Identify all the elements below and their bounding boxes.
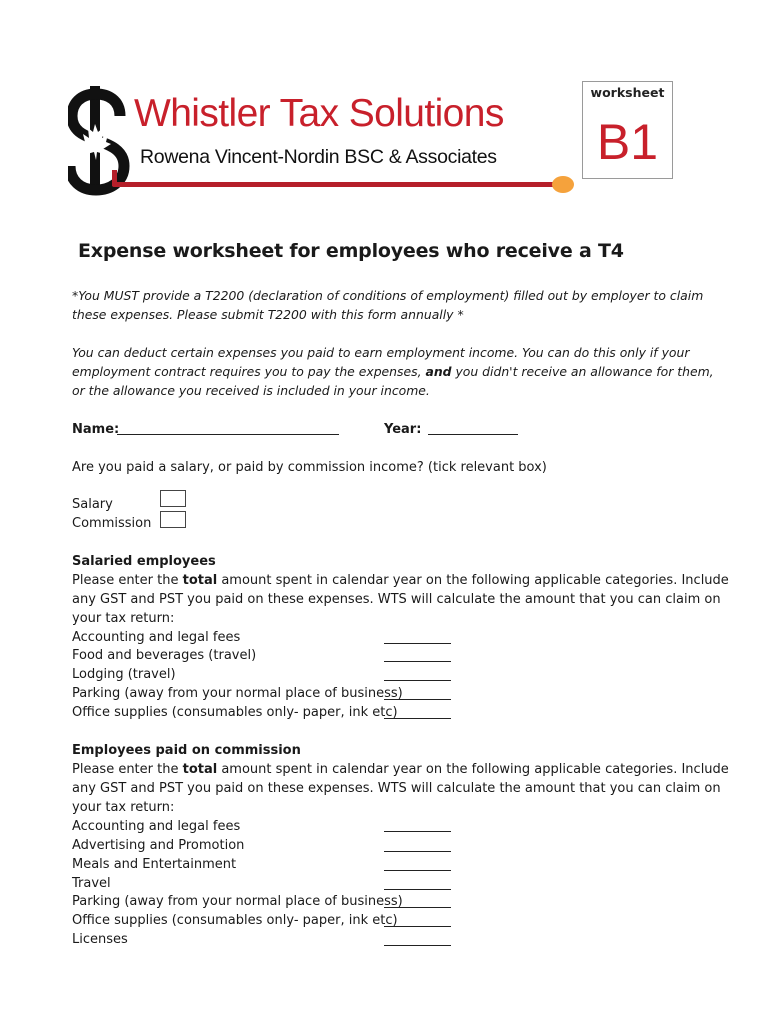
commission-item-advertising: Advertising and Promotion <box>72 838 245 853</box>
salaried-item-lodging: Lodging (travel) <box>72 667 176 682</box>
commission-heading: Employees paid on commission <box>72 743 301 758</box>
worksheet-label: worksheet <box>590 85 665 100</box>
salaried-instructions-line-2: any GST and PST you paid on these expenses. WTS will calculate the amount that you can claim on <box>72 592 721 607</box>
salaried-heading: Salaried employees <box>72 554 216 569</box>
company-subtitle: Rowena Vincent-Nordin BSC & Associates <box>140 146 497 168</box>
logo-orange-dot <box>552 176 574 193</box>
commission-amount-parking[interactable] <box>384 907 451 908</box>
salaried-instructions-line-1: Please enter the total amount spent in calendar year on the following applicable categories. Include <box>72 573 729 588</box>
commission-amount-meals[interactable] <box>384 870 451 871</box>
salaried-amount-accounting[interactable] <box>384 643 451 644</box>
salaried-item-food: Food and beverages (travel) <box>72 648 257 663</box>
commission-instructions-line-2: any GST and PST you paid on these expenses. WTS will calculate the amount that you can claim on <box>72 781 721 796</box>
salary-option-label: Salary <box>72 497 113 512</box>
intro-line-2: employment contract requires you to pay the expenses, and you didn't receive an allowance for them, <box>72 364 714 379</box>
salary-checkbox[interactable] <box>160 490 186 507</box>
year-field[interactable] <box>428 434 518 435</box>
salaried-amount-parking[interactable] <box>384 699 451 700</box>
name-label: Name: <box>72 422 120 437</box>
worksheet-code: B1 <box>596 114 659 170</box>
salaried-amount-office[interactable] <box>384 718 451 719</box>
name-field[interactable] <box>117 434 339 435</box>
company-name: Whistler Tax Solutions <box>134 92 504 135</box>
commission-amount-travel[interactable] <box>384 889 451 890</box>
commission-item-accounting: Accounting and legal fees <box>72 819 241 834</box>
commission-instructions-line-1: Please enter the total amount spent in calendar year on the following applicable categories. Include <box>72 762 729 777</box>
salaried-amount-food[interactable] <box>384 661 451 662</box>
notice-line-2: these expenses. Please submit T2200 with this form annually * <box>72 307 464 322</box>
commission-amount-office[interactable] <box>384 926 451 927</box>
commission-amount-advertising[interactable] <box>384 851 451 852</box>
salaried-item-parking: Parking (away from your normal place of business) <box>72 686 403 701</box>
commission-item-office: Office supplies (consumables only- paper, ink etc) <box>72 913 398 928</box>
page-title: Expense worksheet for employees who receive a T4 <box>78 240 624 262</box>
commission-amount-accounting[interactable] <box>384 831 451 832</box>
commission-item-licenses: Licenses <box>72 932 128 947</box>
commission-item-travel: Travel <box>72 876 111 891</box>
commission-item-meals: Meals and Entertainment <box>72 857 237 872</box>
salaried-item-accounting: Accounting and legal fees <box>72 630 241 645</box>
commission-item-parking: Parking (away from your normal place of business) <box>72 894 403 909</box>
year-label: Year: <box>384 422 422 437</box>
logo-underline-bar <box>112 182 560 187</box>
salaried-item-office: Office supplies (consumables only- paper, ink etc) <box>72 705 398 720</box>
company-logo <box>68 86 588 198</box>
salaried-amount-lodging[interactable] <box>384 680 451 681</box>
salaried-instructions-line-3: your tax return: <box>72 611 175 626</box>
intro-line-1: You can deduct certain expenses you paid to earn employment income. You can do this only if your <box>72 345 690 360</box>
worksheet-badge <box>582 81 673 179</box>
pay-question: Are you paid a salary, or paid by commission income? (tick relevant box) <box>72 460 547 475</box>
commission-amount-licenses[interactable] <box>384 945 451 946</box>
commission-option-label: Commission <box>72 516 152 531</box>
commission-instructions-line-3: your tax return: <box>72 800 175 815</box>
commission-checkbox[interactable] <box>160 511 186 528</box>
intro-line-3: or the allowance you received is included in your income. <box>72 383 430 398</box>
notice-line-1: *You MUST provide a T2200 (declaration of conditions of employment) filled out by employer to claim <box>72 288 704 303</box>
